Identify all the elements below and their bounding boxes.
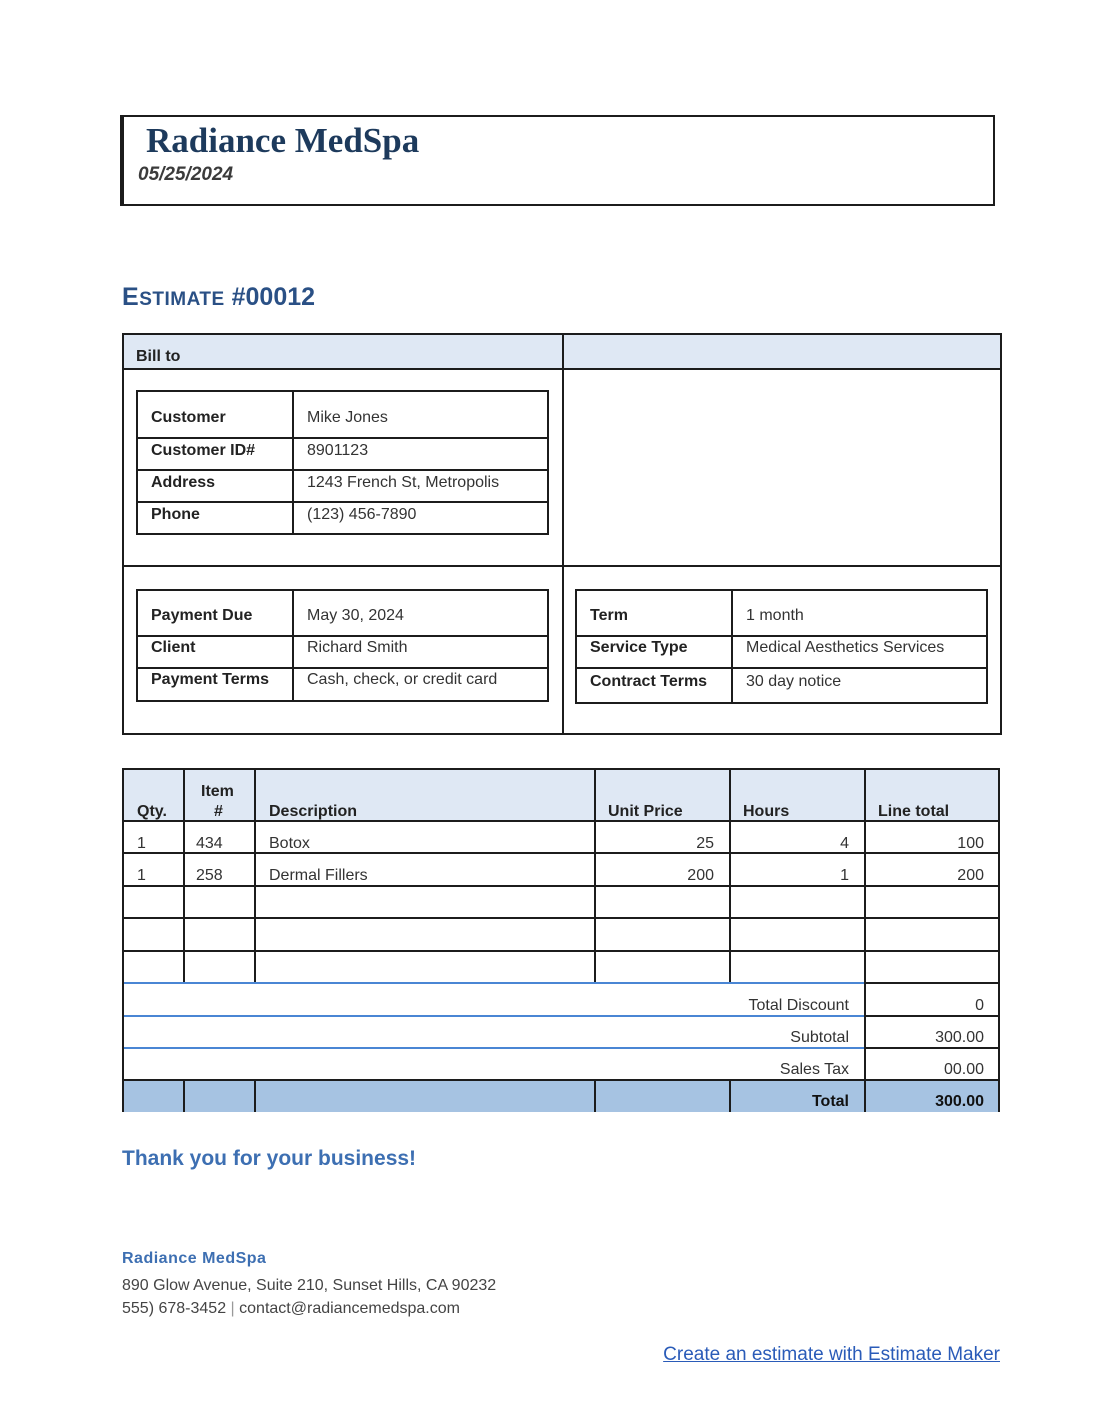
contract-terms-value: 30 day notice — [746, 673, 842, 690]
estimate-title-rest: STIMATE — [139, 289, 225, 310]
total-value: 300.00 — [935, 1093, 984, 1110]
footer-address: 890 Glow Avenue, Suite 210, Sunset Hills, CA 90232 — [122, 1277, 497, 1294]
row2-line-total: 200 — [957, 867, 984, 884]
service-type-value: Medical Aesthetics Services — [746, 639, 945, 656]
info-table — [122, 333, 1002, 735]
footer-company-name: Radiance MedSpa — [122, 1250, 267, 1267]
total-label: Total — [811, 1093, 849, 1110]
col-header-line-total: Line total — [878, 803, 950, 820]
bill-to-table — [136, 390, 549, 535]
company-name: Radiance MedSpa — [146, 121, 420, 160]
row1-line-total: 100 — [957, 835, 984, 852]
payment-terms-label: Payment Terms — [151, 671, 269, 688]
customer-id-value: 8901123 — [307, 442, 369, 459]
subtotal-value: 300.00 — [935, 1029, 984, 1046]
client-value: Richard Smith — [307, 639, 408, 656]
items-table — [122, 768, 1000, 1112]
payment-row — [138, 635, 547, 669]
col-header-unit-price: Unit Price — [608, 803, 683, 820]
discount-value: 0 — [975, 997, 984, 1014]
row1-description: Botox — [269, 835, 310, 852]
bill-to-row — [138, 437, 547, 469]
payment-row — [138, 667, 547, 701]
discount-label: Total Discount — [748, 997, 849, 1014]
payment-terms-value: Cash, check, or credit card — [307, 671, 498, 688]
phone-value: (123) 456-7890 — [307, 506, 417, 523]
thank-you-message: Thank you for your business! — [122, 1147, 417, 1170]
col-header-item: Item — [201, 783, 234, 800]
col-header-description: Description — [269, 803, 358, 820]
customer-id-label: Customer ID# — [151, 442, 256, 459]
payment-due-label: Payment Due — [151, 607, 253, 624]
company-header — [120, 115, 995, 206]
terms-row — [577, 591, 986, 637]
col-header-qty: Qty. — [137, 803, 167, 820]
estimate-date: 05/25/2024 — [138, 164, 234, 185]
customer-value: Mike Jones — [307, 409, 388, 426]
terms-row — [577, 635, 986, 669]
sales-tax-value: 00.00 — [943, 1061, 984, 1078]
client-label: Client — [151, 639, 196, 656]
col-header-hours: Hours — [743, 803, 790, 820]
estimate-number: #00012 — [231, 283, 316, 311]
bill-to-label: Bill to — [136, 348, 181, 365]
row1-qty: 1 — [137, 835, 146, 852]
contract-terms-label: Contract Terms — [590, 673, 708, 690]
service-type-label: Service Type — [590, 639, 688, 656]
terms-row — [577, 667, 986, 703]
estimate-title-initial: E — [122, 283, 140, 311]
row1-item: 434 — [196, 835, 223, 852]
address-label: Address — [151, 474, 216, 491]
term-value: 1 month — [746, 607, 804, 624]
payment-row — [138, 591, 547, 637]
create-estimate-link[interactable]: Create an estimate with Estimate Maker — [663, 1344, 1000, 1365]
row2-description: Dermal Fillers — [269, 867, 368, 884]
row2-item: 258 — [196, 867, 223, 884]
sales-tax-label: Sales Tax — [779, 1061, 849, 1078]
terms-table — [575, 589, 988, 704]
footer-contact — [122, 1300, 460, 1318]
footer-email: contact@radiancemedspa.com — [239, 1300, 460, 1317]
payment-table — [136, 589, 549, 702]
customer-label: Customer — [151, 409, 226, 426]
row1-hours: 4 — [840, 835, 849, 852]
bill-to-row — [138, 469, 547, 501]
bill-to-row — [138, 392, 547, 439]
estimate-title-prefix — [122, 283, 225, 311]
payment-due-value: May 30, 2024 — [307, 607, 404, 624]
row2-qty: 1 — [137, 867, 146, 884]
phone-label: Phone — [151, 506, 200, 523]
row1-unit-price: 25 — [696, 835, 714, 852]
footer-separator: | — [230, 1300, 235, 1317]
subtotal-label: Subtotal — [790, 1029, 849, 1046]
bill-to-row — [138, 501, 547, 533]
row2-unit-price: 200 — [687, 867, 714, 884]
term-label: Term — [590, 607, 628, 624]
row2-hours: 1 — [840, 867, 849, 884]
col-header-item-hash: # — [214, 803, 223, 820]
estimate-title — [122, 283, 315, 312]
footer-phone: 555) 678-3452 — [122, 1300, 227, 1317]
address-value: 1243 French St, Metropolis — [307, 474, 500, 491]
